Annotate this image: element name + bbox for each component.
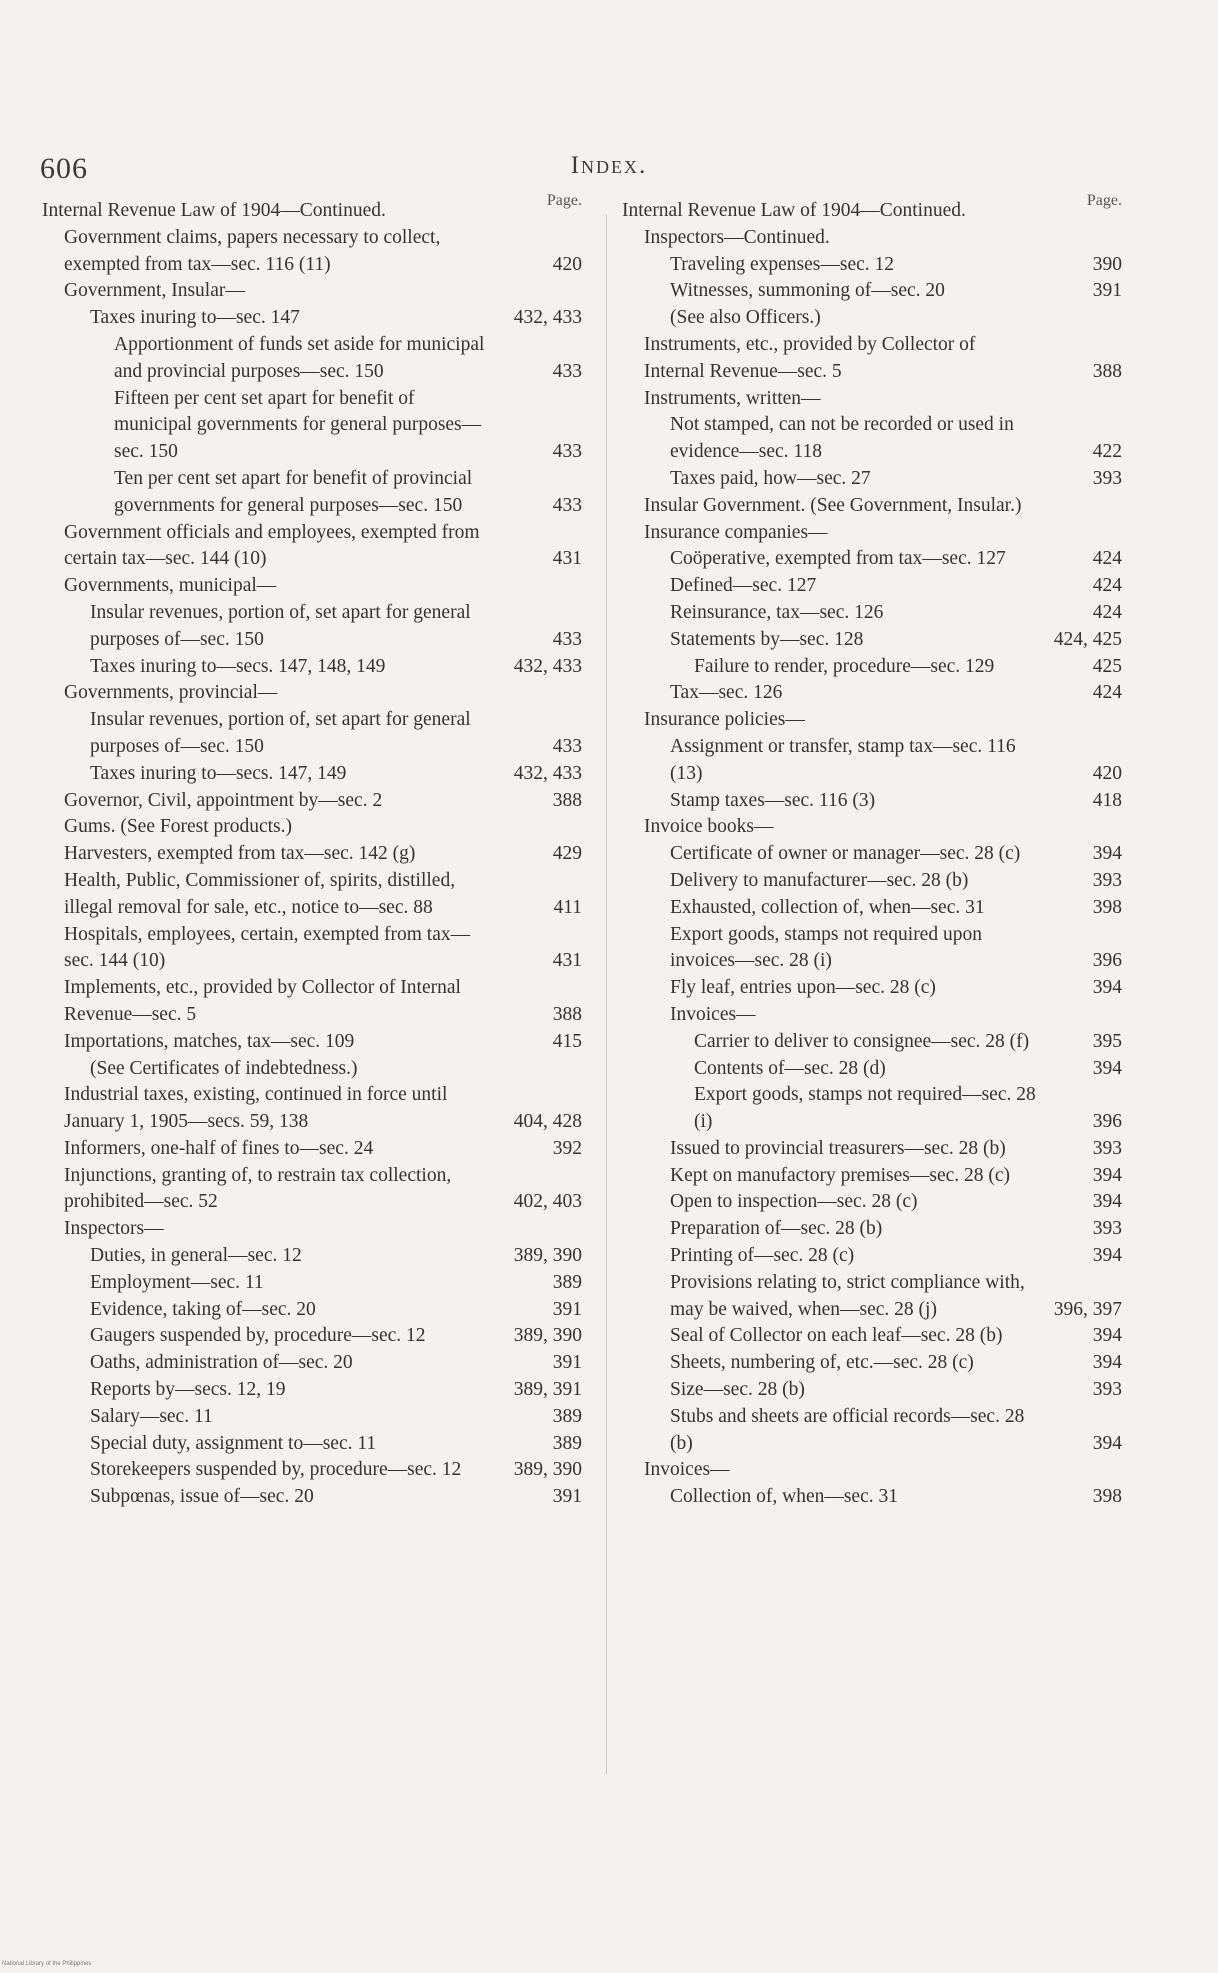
entry-text: Gums. (See Forest products.) — [64, 816, 293, 838]
entry-page-ref: 392 — [552, 1137, 582, 1159]
entry-page-ref: 391 — [552, 1352, 582, 1374]
entry-text: Tax—sec. 126 — [670, 682, 783, 704]
index-entry — [622, 546, 1122, 573]
index-entry — [622, 922, 1122, 976]
index-entry — [42, 1243, 582, 1270]
index-entry — [622, 1457, 1122, 1484]
index-entry — [42, 1163, 582, 1217]
index-entry — [622, 466, 1122, 493]
index-entry — [42, 573, 582, 600]
entry-page-ref: 394 — [1092, 1432, 1122, 1454]
entry-text: Exhausted, collection of, when—sec. 31 — [670, 896, 985, 918]
entry-page-ref: 402, 403 — [513, 1191, 582, 1213]
entry-text: Ten per cent set apart for benefit of provincial governments for general purposes—sec. 150 — [114, 467, 473, 516]
index-entry — [622, 305, 1122, 332]
entry-text: Government, Insular— — [64, 280, 245, 302]
entry-text: Taxes inuring to—sec. 147 — [90, 307, 300, 329]
index-entry — [42, 814, 582, 841]
entry-text: Industrial taxes, existing, continued in force until January 1, 1905—secs. 59, 138 — [64, 1084, 448, 1133]
index-entry — [622, 868, 1122, 895]
index-entry — [42, 868, 582, 922]
entry-text: Importations, matches, tax—sec. 109 — [64, 1030, 355, 1052]
entry-text: Inspectors—Continued. — [644, 226, 830, 248]
entry-text: Coöperative, exempted from tax—sec. 127 — [670, 548, 1006, 570]
library-credit: National Library of the Philippines — [2, 1961, 92, 1967]
entry-page-ref: 433 — [552, 441, 582, 463]
entry-page-ref: 424 — [1092, 682, 1122, 704]
entry-text: Seal of Collector on each leaf—sec. 28 (b) — [670, 1325, 1003, 1347]
index-entry — [622, 1350, 1122, 1377]
entry-text: Contents of—sec. 28 (d) — [694, 1057, 886, 1079]
entry-page-ref: 396 — [1092, 950, 1122, 972]
entry-text: Preparation of—sec. 28 (b) — [670, 1218, 883, 1240]
entry-text: Reinsurance, tax—sec. 126 — [670, 601, 884, 623]
entry-page-ref: 433 — [552, 735, 582, 757]
index-entry — [622, 332, 1122, 386]
index-entry — [622, 627, 1122, 654]
entry-page-ref: 424 — [1092, 601, 1122, 623]
index-entry — [42, 305, 582, 332]
entry-text: Insular revenues, portion of, set apart for general purposes of—sec. 150 — [90, 601, 471, 650]
index-entry — [622, 252, 1122, 279]
index-entry — [622, 975, 1122, 1002]
index-entry — [622, 493, 1122, 520]
entry-page-ref: 433 — [552, 494, 582, 516]
entry-page-ref: 394 — [1092, 977, 1122, 999]
index-entry — [622, 680, 1122, 707]
entry-text: Size—sec. 28 (b) — [670, 1379, 805, 1401]
entry-page-ref: 393 — [1092, 1218, 1122, 1240]
index-entry — [42, 1056, 582, 1083]
index-entry — [42, 225, 582, 279]
entry-text: Special duty, assignment to—sec. 11 — [90, 1432, 377, 1454]
index-entry — [42, 1323, 582, 1350]
index-entry — [42, 278, 582, 305]
entry-page-ref: 391 — [552, 1486, 582, 1508]
entry-page-ref: 425 — [1092, 655, 1122, 677]
index-entry — [622, 1323, 1122, 1350]
entry-text: Reports by—secs. 12, 19 — [90, 1379, 286, 1401]
entry-text: Collection of, when—sec. 31 — [670, 1486, 898, 1508]
entry-text: Export goods, stamps not required upon invoices—sec. 28 (i) — [670, 923, 982, 972]
entry-page-ref: 389, 390 — [513, 1245, 582, 1267]
index-entry — [622, 1377, 1122, 1404]
entry-text: Government officials and employees, exempted from certain tax—sec. 144 (10) — [64, 521, 480, 570]
entry-text: Governments, municipal— — [64, 575, 277, 597]
entry-text: Gaugers suspended by, procedure—sec. 12 — [90, 1325, 426, 1347]
entry-text: Government claims, papers necessary to collect, exempted from tax—sec. 116 (11) — [64, 226, 441, 275]
index-entry — [622, 1136, 1122, 1163]
index-entry — [42, 332, 582, 386]
entry-text: Harvesters, exempted from tax—sec. 142 (g) — [64, 843, 416, 865]
index-entry — [622, 225, 1122, 252]
entry-page-ref: 433 — [552, 360, 582, 382]
index-column-left — [42, 192, 582, 1511]
index-entry — [42, 1029, 582, 1056]
index-entry — [622, 1404, 1122, 1458]
index-entry — [622, 1002, 1122, 1029]
index-entry — [42, 1484, 582, 1511]
index-entry — [42, 680, 582, 707]
entry-page-ref: 418 — [1092, 789, 1122, 811]
entry-page-ref: 432, 433 — [513, 655, 582, 677]
index-entry — [42, 1136, 582, 1163]
entry-text: Statements by—sec. 128 — [670, 628, 864, 650]
index-entry — [622, 1484, 1122, 1511]
index-entry — [622, 1029, 1122, 1056]
index-entry — [622, 573, 1122, 600]
index-entry — [42, 922, 582, 976]
entry-text: Insular revenues, portion of, set apart for general purposes of—sec. 150 — [90, 709, 471, 757]
entry-text: Evidence, taking of—sec. 20 — [90, 1298, 316, 1320]
index-entry — [42, 1457, 582, 1484]
index-entry — [42, 466, 582, 520]
entry-text: Kept on manufactory premises—sec. 28 (c) — [670, 1164, 1011, 1186]
index-entry — [42, 841, 582, 868]
entry-page-ref: 396 — [1092, 1111, 1122, 1133]
index-entry — [42, 1350, 582, 1377]
entry-page-ref: 393 — [1092, 1137, 1122, 1159]
entry-page-ref: 388 — [552, 1003, 582, 1025]
index-entry — [622, 412, 1122, 466]
index-entry — [622, 1243, 1122, 1270]
entry-page-ref: 420 — [552, 253, 582, 275]
entry-text: Traveling expenses—sec. 12 — [670, 253, 895, 275]
index-entry — [622, 600, 1122, 627]
entry-text: Inspectors— — [64, 1218, 164, 1240]
index-entry — [622, 520, 1122, 547]
entry-text: Invoice books— — [644, 816, 774, 838]
entry-text: Printing of—sec. 28 (c) — [670, 1245, 855, 1267]
entry-page-ref: 431 — [552, 950, 582, 972]
entry-page-ref: 394 — [1092, 1245, 1122, 1267]
entry-text: Salary—sec. 11 — [90, 1405, 213, 1427]
index-entry — [622, 734, 1122, 788]
index-entry — [622, 386, 1122, 413]
entry-page-ref: 431 — [552, 548, 582, 570]
index-entry — [42, 761, 582, 788]
entry-text: Fly leaf, entries upon—sec. 28 (c) — [670, 977, 936, 999]
entry-text: Witnesses, summoning of—sec. 20 — [670, 280, 945, 302]
entry-text: Defined—sec. 127 — [670, 575, 817, 597]
entry-page-ref: 424 — [1092, 575, 1122, 597]
entry-text: Insurance policies— — [644, 709, 805, 731]
index-entry — [42, 520, 582, 574]
entry-text: Certificate of owner or manager—sec. 28 (c) — [670, 843, 1021, 865]
entry-page-ref: 391 — [552, 1298, 582, 1320]
index-entry — [622, 1189, 1122, 1216]
index-entry — [42, 1377, 582, 1404]
entry-page-ref: 394 — [1092, 843, 1122, 865]
entry-text: Invoices— — [670, 1003, 756, 1025]
index-entry — [42, 198, 582, 225]
entry-text: Carrier to deliver to consignee—sec. 28 (f) — [694, 1030, 1030, 1052]
entry-text: Implements, etc., provided by Collector of Internal Revenue—sec. 5 — [64, 977, 461, 1025]
entry-text: Oaths, administration of—sec. 20 — [90, 1352, 353, 1374]
entry-page-ref: 398 — [1092, 896, 1122, 918]
entry-page-ref: 394 — [1092, 1352, 1122, 1374]
entry-page-ref: 424 — [1092, 548, 1122, 570]
entry-text: Apportionment of funds set aside for municipal and provincial purposes—sec. 150 — [114, 333, 485, 382]
index-entry — [42, 654, 582, 681]
index-entry — [42, 600, 582, 654]
entry-text: Sheets, numbering of, etc.—sec. 28 (c) — [670, 1352, 974, 1374]
entry-page-ref: 389 — [552, 1405, 582, 1427]
index-entry — [622, 654, 1122, 681]
index-entry — [42, 1297, 582, 1324]
entry-page-ref: 411 — [553, 896, 582, 918]
entry-page-ref: 389, 391 — [513, 1379, 582, 1401]
entry-page-ref: 389 — [552, 1271, 582, 1293]
entry-text: Governor, Civil, appointment by—sec. 2 — [64, 789, 383, 811]
index-column-right — [622, 192, 1122, 1511]
entry-text: Instruments, etc., provided by Collector of Internal Revenue—sec. 5 — [644, 333, 976, 382]
entry-text: Invoices— — [644, 1459, 730, 1481]
entry-page-ref: 429 — [552, 843, 582, 865]
entry-page-ref: 389 — [552, 1432, 582, 1454]
index-entry — [42, 1216, 582, 1243]
entry-text: Not stamped, can not be recorded or used in evidence—sec. 118 — [670, 414, 1014, 463]
entry-page-ref: 391 — [1092, 280, 1122, 302]
entry-page-ref: 415 — [552, 1030, 582, 1052]
index-entry — [622, 1056, 1122, 1083]
index-entry — [42, 1404, 582, 1431]
index-entry — [622, 1216, 1122, 1243]
index-entry — [42, 707, 582, 761]
page-column-label: Page. — [1086, 192, 1122, 209]
entry-text: (See also Officers.) — [670, 307, 821, 329]
index-entry — [42, 788, 582, 815]
entry-text: Taxes inuring to—secs. 147, 149 — [90, 762, 347, 784]
entry-text: Delivery to manufacturer—sec. 28 (b) — [670, 869, 969, 891]
entry-text: Taxes paid, how—sec. 27 — [670, 467, 871, 489]
page-column-label: Page. — [546, 192, 582, 209]
entry-text: Stamp taxes—sec. 116 (3) — [670, 789, 876, 811]
entry-page-ref: 404, 428 — [513, 1111, 582, 1133]
index-entry — [42, 1082, 582, 1136]
entry-page-ref: 396, 397 — [1053, 1298, 1122, 1320]
entry-page-ref: 395 — [1092, 1030, 1122, 1052]
entry-text: Insular Government. (See Government, Insular.) — [644, 494, 1022, 516]
entry-page-ref: 420 — [1092, 762, 1122, 784]
column-divider — [606, 214, 607, 1774]
entry-page-ref: 424, 425 — [1053, 628, 1122, 650]
entry-text: Subpœnas, issue of—sec. 20 — [90, 1486, 314, 1508]
entry-text: Employment—sec. 11 — [90, 1271, 264, 1293]
entry-text: Stubs and sheets are official records—sec. 28 (b) — [670, 1405, 1025, 1454]
index-entry — [622, 707, 1122, 734]
entry-text: Internal Revenue Law of 1904—Continued. — [42, 200, 386, 221]
entry-text: Export goods, stamps not required—sec. 28 (i) — [694, 1084, 1036, 1133]
entry-page-ref: 394 — [1092, 1057, 1122, 1079]
entry-page-ref: 394 — [1092, 1191, 1122, 1213]
entry-text: Taxes inuring to—secs. 147, 148, 149 — [90, 655, 386, 677]
entry-page-ref: 389, 390 — [513, 1325, 582, 1347]
index-entry — [622, 814, 1122, 841]
entry-text: Fifteen per cent set apart for benefit of municipal governments for general purposes—sec. 150 — [114, 387, 482, 463]
entry-page-ref: 432, 433 — [513, 762, 582, 784]
entry-text: Failure to render, procedure—sec. 129 — [694, 655, 995, 677]
entry-text: Open to inspection—sec. 28 (c) — [670, 1191, 918, 1213]
entry-page-ref: 393 — [1092, 467, 1122, 489]
index-entry — [622, 1163, 1122, 1190]
entry-page-ref: 388 — [1092, 360, 1122, 382]
entry-text: Assignment or transfer, stamp tax—sec. 116 (13) — [670, 735, 1016, 784]
entry-text: Issued to provincial treasurers—sec. 28 (b) — [670, 1137, 1006, 1159]
entry-page-ref: 394 — [1092, 1325, 1122, 1347]
entry-text: Hospitals, employees, certain, exempted from tax—sec. 144 (10) — [64, 923, 471, 972]
entry-text: (See Certificates of indebtedness.) — [90, 1057, 358, 1079]
index-entry — [622, 788, 1122, 815]
entry-page-ref: 389, 390 — [513, 1459, 582, 1481]
entry-page-ref: 398 — [1092, 1486, 1122, 1508]
entry-page-ref: 432, 433 — [513, 307, 582, 329]
entry-text: Health, Public, Commissioner of, spirits, distilled, illegal removal for sale, etc., notice to—sec. 88 — [64, 869, 456, 918]
entry-text: Insurance companies— — [644, 521, 828, 543]
entry-text: Provisions relating to, strict compliance with, may be waived, when—sec. 28 (j) — [670, 1271, 1025, 1320]
page-number: 606 — [40, 152, 88, 185]
index-entry — [622, 1082, 1122, 1136]
entry-text: Duties, in general—sec. 12 — [90, 1245, 302, 1267]
index-entry — [42, 1431, 582, 1458]
entry-text: Informers, one-half of fines to—sec. 24 — [64, 1137, 374, 1159]
entry-text: Storekeepers suspended by, procedure—sec. 12 — [90, 1459, 462, 1481]
entry-page-ref: 388 — [552, 789, 582, 811]
entry-page-ref: 394 — [1092, 1164, 1122, 1186]
entry-page-ref: 390 — [1092, 253, 1122, 275]
index-entry — [42, 1270, 582, 1297]
entry-text: Governments, provincial— — [64, 682, 278, 704]
index-entry — [622, 198, 1122, 225]
index-entry — [622, 278, 1122, 305]
entry-text: Internal Revenue Law of 1904—Continued. — [622, 200, 966, 221]
index-entry — [622, 841, 1122, 868]
entry-page-ref: 433 — [552, 628, 582, 650]
index-entry — [622, 1270, 1122, 1324]
entry-text: Instruments, written— — [644, 387, 821, 409]
entry-page-ref: 393 — [1092, 869, 1122, 891]
index-entry — [622, 895, 1122, 922]
entry-page-ref: 393 — [1092, 1379, 1122, 1401]
index-entry — [42, 386, 582, 466]
running-head: Index. — [570, 152, 648, 179]
entry-page-ref: 422 — [1092, 441, 1122, 463]
index-entry — [42, 975, 582, 1029]
entry-text: Injunctions, granting of, to restrain tax collection, prohibited—sec. 52 — [64, 1164, 452, 1213]
